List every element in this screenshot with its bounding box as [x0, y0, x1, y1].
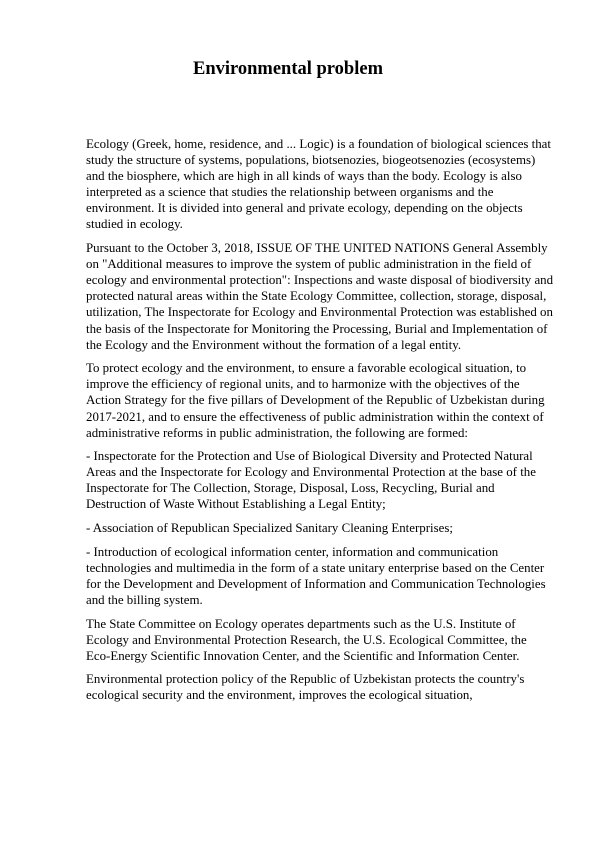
paragraph-un-resolution: Pursuant to the October 3, 2018, ISSUE OF THE UNITED NATIONS General Assembly on "Additional measures to improve the system of public administration in the field of ecology and environmental protection": Inspections and waste disposal of biodiversity and protected natural areas within the State Ecology Committee, collection, storage, disposal, utilization, The Inspectorate for Ecology and Environmental Protection was established on the basis of the Inspectorate for Monitoring the Processing, Burial and Implementation of the Ecology and the Environment without the formation of a legal entity. — [86, 241, 554, 352]
list-item-inspectorate: - Inspectorate for the Protection and Use of Biological Diversity and Protected Natural Areas and the Inspectorate for Ecology and Environmental Protection at the base of the Inspectorate for The Collection, Storage, Disposal, Loss, Recycling, Burial and Destruction of Waste Without Establishing a Legal Entity; — [86, 449, 536, 512]
list-item-association: - Association of Republican Specialized Sanitary Cleaning Enterprises; — [86, 521, 453, 536]
document-body — [86, 136, 554, 711]
paragraph-objectives: To protect ecology and the environment, to ensure a favorable ecological situation, to improve the efficiency of regional units, and to harmonize with the objectives of the Action Strategy for the five pillars of Development of the Republic of Uzbekistan during 2017-2021, and to ensure the effectiveness of public administration within the context of administrative reforms in public administration, the following are formed: — [86, 361, 545, 440]
document-title: Environmental problem — [193, 59, 383, 79]
paragraph-ecology-definition: Ecology (Greek, home, residence, and ... Logic) is a foundation of biological sciences that study the structure of systems, populations, biotsenozies, biogeotsenozies (ecosystems) and the biosphere, which are high in all kinds of ways than the body. Ecology is also interpreted as a science that studies the relationship between organisms and the environment. It is divided into general and private ecology, depending on the objects studied in ecology. — [86, 137, 551, 232]
paragraph-protection-policy: Environmental protection policy of the Republic of Uzbekistan protects the country's ecological security and the environment, improves the ecological situation, — [86, 672, 525, 703]
list-item-information-center: - Introduction of ecological information center, information and communication technologies and multimedia in the form of a state unitary enterprise based on the Center for the Development and Development of Information and Communication Technologies and the billing system. — [86, 544, 546, 607]
paragraph-state-committee: The State Committee on Ecology operates departments such as the U.S. Institute of Ecology and Environmental Protection Research, the U.S. Ecological Committee, the Eco-Energy Scientific Innovation Center, and the Scientific and Information Center. — [86, 616, 527, 663]
